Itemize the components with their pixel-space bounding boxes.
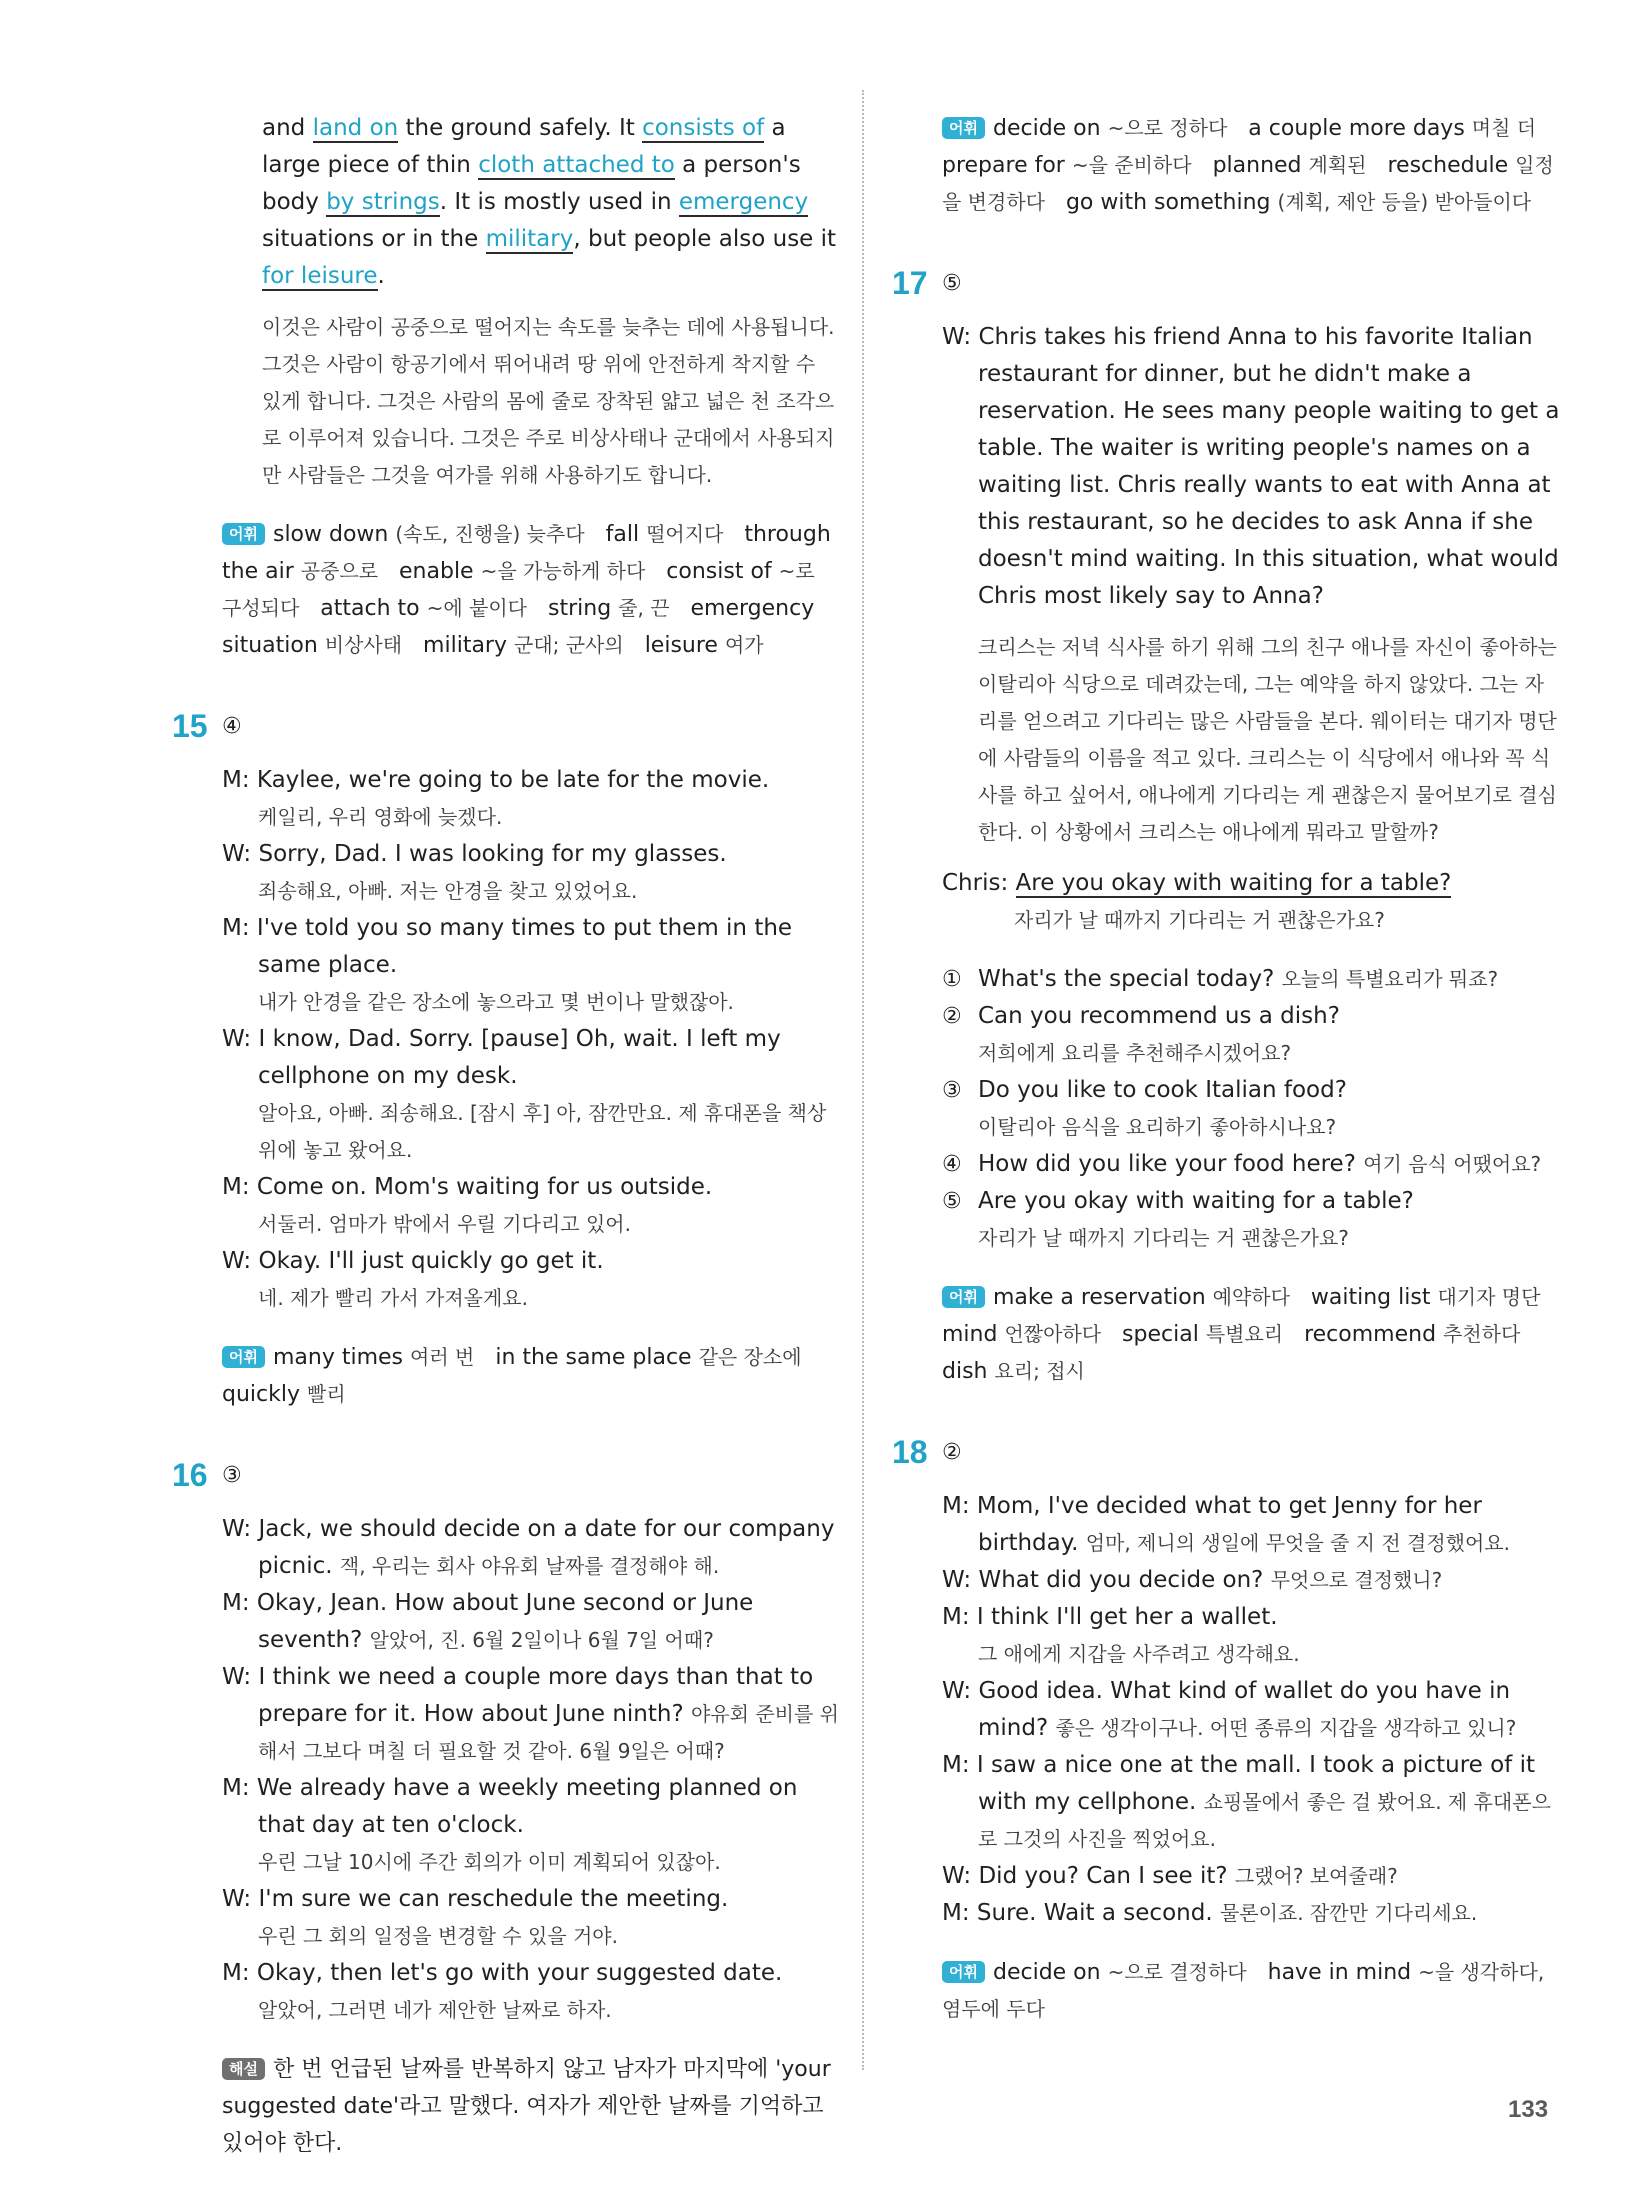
vocab-block-17: 어휘 make a reservation 예약하다 waiting list 대기자 명단 mind 언짢아하다 special 특별요리 recommend 추천하다 dish 요리; 접시: [942, 1285, 1541, 1384]
vocab-badge: 어휘: [222, 1346, 265, 1368]
vocab-block-16: 어휘 decide on ~으로 정하다 a couple more days 며칠 더 prepare for ~을 준비하다 planned 계획된 reschedule 일정을 변경하다 go with something (계획, 제안 등을) 받아들이다: [942, 116, 1554, 215]
answer-mark: ②: [942, 1439, 962, 1465]
dialogue-line: M: I think I'll get her a wallet.: [942, 1604, 1278, 1630]
vocab-block-18: 어휘 decide on ~으로 결정하다 have in mind ~을 생각하다, 염두에 두다: [942, 1960, 1545, 2021]
intro-korean: 이것은 사람이 공중으로 떨어지는 속도를 늦추는 데에 사용됩니다. 그것은 사람이 항공기에서 뛰어내려 땅 위에 안전하게 착지할 수 있게 합니다. 그것은 사람의 몸에 줄로 장착된 얇고 넓은 천 조각으로 이루어져 있습니다. 그것은 주로 비상사태나 군대에서 사용되지만 사람들은 그것을 여가를 위해 사용하기도 합니다.: [262, 315, 835, 487]
dialogue-translation: 알아요, 아빠. 죄송해요. [잠시 후] 아, 잠깐만요. 제 휴대폰을 책상 위에 놓고 왔어요.: [258, 1101, 827, 1162]
dialogue-line: M: Mom, I've decided what to get Jenny for her birthday. 엄마, 제니의 생일에 무엇을 줄 지 전 결정했어요.: [942, 1493, 1510, 1556]
dialogue-translation: 내가 안경을 같은 장소에 놓으라고 몇 번이나 말했잖아.: [258, 990, 734, 1014]
dialogue-line: M: We already have a weekly meeting planned on that day at ten o'clock.: [222, 1775, 798, 1838]
vocab-badge: 어휘: [942, 1286, 985, 1308]
dialogue-line: W: Okay. I'll just quickly go get it.: [222, 1248, 604, 1274]
choice-item: ④ How did you like your food here? 여기 음식 어땠어요?: [942, 1151, 1542, 1177]
question-number: 15: [172, 707, 208, 744]
vocab-block-15: 어휘 many times 여러 번 in the same place 같은 장소에 quickly 빨리: [222, 1345, 802, 1407]
dialogue-translation: 알았어, 그러면 네가 제안한 날짜로 하자.: [258, 1998, 612, 2022]
dialogue-line: M: Kaylee, we're going to be late for the movie.: [222, 767, 770, 793]
intro-english: and land on the ground safely. It consists of a large piece of thin cloth attached to a person's body by strings. It is mostly used in emergency situations or in the military, but people also use it for leisure.: [262, 115, 837, 289]
question-15-header: [172, 704, 840, 748]
dialogue-line: W: I'm sure we can reschedule the meeting.: [222, 1886, 729, 1912]
dialogue-line: W: I know, Dad. Sorry. [pause] Oh, wait. I left my cellphone on my desk.: [222, 1026, 781, 1089]
choice-item: ③ Do you like to cook Italian food? 이탈리아 음식을 요리하기 좋아하시나요?: [942, 1077, 1347, 1139]
answer-line-translation: 자리가 날 때까지 기다리는 거 괜찮은가요?: [1014, 908, 1385, 932]
dialogue-line: W: Good idea. What kind of wallet do you have in mind? 좋은 생각이구나. 어떤 종류의 지갑을 생각하고 있니?: [942, 1678, 1517, 1741]
dialogue-16: [222, 1511, 840, 2029]
situation-english: W: Chris takes his friend Anna to his favorite Italian restaurant for dinner, but he didn't make a reservation. He sees many people waiting to get a table. The waiter is writing people's names on a waiting list. Chris really wants to eat with Anna at this restaurant, so he decides to ask Anna if she doesn't mind waiting. In this situation, what would Chris most likely say to Anna?: [942, 324, 1560, 609]
answer-mark: ⑤: [942, 270, 962, 296]
answer-mark: ③: [222, 1462, 242, 1488]
dialogue-18: [942, 1488, 1560, 1932]
question-number: 18: [892, 1433, 928, 1470]
dialogue-line: W: Jack, we should decide on a date for our company picnic. 잭, 우리는 회사 야유회 날짜를 결정해야 해.: [222, 1516, 835, 1579]
column-divider: [862, 90, 864, 2070]
dialogue-translation: 우린 그날 10시에 주간 회의가 이미 계획되어 있잖아.: [258, 1850, 721, 1874]
dialogue-line: W: Did you? Can I see it? 그랬어? 보여줄래?: [942, 1863, 1398, 1889]
dialogue-line: M: Okay, Jean. How about June second or June seventh? 알았어, 진. 6월 2일이나 6월 7일 어때?: [222, 1590, 754, 1653]
vocab-badge: 어휘: [222, 523, 265, 545]
choices-17: [942, 961, 1560, 1257]
dialogue-line: M: I've told you so many times to put them in the same place.: [222, 915, 793, 978]
left-column: [172, 110, 840, 2162]
page-number: 133: [1508, 2096, 1549, 2123]
explanation-badge: 해설: [222, 2058, 265, 2080]
question-number: 16: [172, 1456, 208, 1493]
choice-item: ② Can you recommend us a dish? 저희에게 요리를 추천해주시겠어요?: [942, 1003, 1340, 1065]
vocab-block-14: 어휘 slow down (속도, 진행을) 늦추다 fall 떨어지다 through the air 공중으로 enable ~을 가능하게 하다 consist of ~로 구성되다 attach to ~에 붙이다 string 줄, 끈 emergency situation 비상사태 military 군대; 군사의 leisure 여가: [222, 522, 831, 658]
dialogue-translation: 케일리, 우리 영화에 늦겠다.: [258, 805, 503, 829]
right-column: [892, 110, 1560, 2028]
explanation-block-16: 해설 한 번 언급된 날짜를 반복하지 않고 남자가 마지막에 'your suggested date'라고 말했다. 여자가 제안한 날짜를 기억하고 있어야 한다.: [222, 2057, 831, 2156]
dialogue-line: M: Okay, then let's go with your suggested date.: [222, 1960, 783, 1986]
question-16-header: [172, 1453, 840, 1497]
dialogue-translation: 죄송해요, 아빠. 저는 안경을 찾고 있었어요.: [258, 879, 638, 903]
question-18-header: [892, 1430, 1560, 1474]
question-17-header: [892, 261, 1560, 305]
answer-line: Chris: Are you okay with waiting for a table?: [942, 870, 1452, 896]
dialogue-line: M: Sure. Wait a second. 물론이죠. 잠깐만 기다리세요.: [942, 1900, 1478, 1926]
dialogue-translation: 우린 그 회의 일정을 변경할 수 있을 거야.: [258, 1924, 618, 1948]
dialogue-line: W: What did you decide on? 무엇으로 결정했니?: [942, 1567, 1443, 1593]
choice-item: ① What's the special today? 오늘의 특별요리가 뭐죠?: [942, 966, 1499, 992]
dialogue-line: M: Come on. Mom's waiting for us outside.: [222, 1174, 713, 1200]
dialogue-line: M: I saw a nice one at the mall. I took a picture of it with my cellphone. 쇼핑몰에서 좋은 걸 봤어요. 제 휴대폰으로 그것의 사진을 찍었어요.: [942, 1752, 1551, 1851]
answer-mark: ④: [222, 713, 242, 739]
question-number: 17: [892, 264, 928, 301]
vocab-badge: 어휘: [942, 117, 985, 139]
vocab-badge: 어휘: [942, 1961, 985, 1983]
dialogue-15: [222, 762, 840, 1317]
dialogue-translation: 네. 제가 빨리 가서 가져올게요.: [258, 1286, 528, 1310]
choice-item: ⑤ Are you okay with waiting for a table? 자리가 날 때까지 기다리는 거 괜찮은가요?: [942, 1188, 1414, 1250]
dialogue-line: W: Sorry, Dad. I was looking for my glasses.: [222, 841, 727, 867]
dialogue-translation: 그 애에게 지갑을 사주려고 생각해요.: [978, 1642, 1300, 1666]
dialogue-line: W: I think we need a couple more days than that to prepare for it. How about June ninth? 야유회 준비를 위해서 그보다 며칠 더 필요할 것 같아. 6월 9일은 어때?: [222, 1664, 839, 1763]
situation-korean: 크리스는 저녁 식사를 하기 위해 그의 친구 애나를 자신이 좋아하는 이탈리아 식당으로 데려갔는데, 그는 예약을 하지 않았다. 그는 자리를 얻으려고 기다리는 많은 사람들을 본다. 웨이터는 대기자 명단에 사람들의 이름을 적고 있다. 크리스는 이 식당에서 애나와 꼭 식사를 하고 싶어서, 애나에게 기다리는 게 괜찮은지 물어보기로 결심한다. 이 상황에서 크리스는 애나에게 뭐라고 말할까?: [978, 635, 1557, 844]
dialogue-translation: 서둘러. 엄마가 밖에서 우릴 기다리고 있어.: [258, 1212, 631, 1236]
